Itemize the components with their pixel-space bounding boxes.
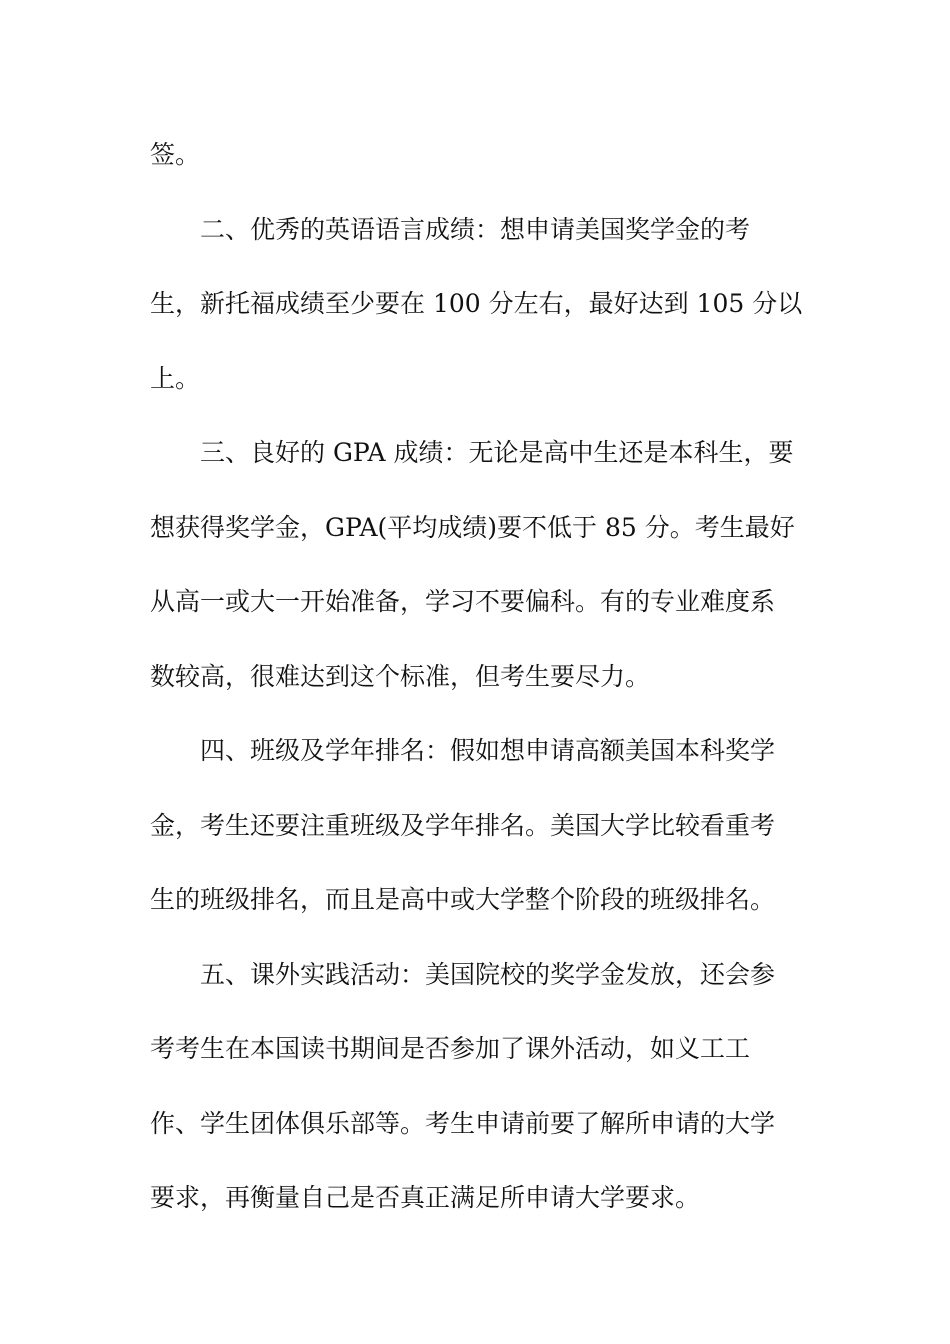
text-line: 想获得奖学金，GPA(平均成绩)要不低于 85 分。考生最好 xyxy=(150,512,795,542)
text-line: 要求，再衡量自己是否真正满足所申请大学要求。 xyxy=(150,1183,701,1212)
paragraph-4-line-1: 四、班级及学年排名：假如想申请高额美国本科奖学 xyxy=(200,736,776,765)
text-line: 从高一或大一开始准备，学习不要偏科。有的专业难度系 xyxy=(150,587,776,616)
text-line: 数较高，很难达到这个标准，但考生要尽力。 xyxy=(150,661,651,691)
text-line: 作、学生团体俱乐部等。考生申请前要了解所申请的大学 xyxy=(150,1108,776,1138)
document-body xyxy=(150,118,803,1236)
paragraph-2-line-1: 二、优秀的英语语言成绩：想申请美国奖学金的考 xyxy=(200,214,751,244)
text-line: 上。 xyxy=(150,363,201,393)
text-line: 生，新托福成绩至少要在 100 分左右，最好达到 105 分以 xyxy=(150,289,803,318)
text-line: 考考生在本国读书期间是否参加了课外活动，如义工工 xyxy=(150,1034,751,1063)
paragraph-3-line-1: 三、良好的 GPA 成绩：无论是高中生还是本科生，要 xyxy=(200,438,794,467)
paragraph-5-line-1: 五、课外实践活动：美国院校的奖学金发放，还会参 xyxy=(200,959,776,989)
text-line: 签。 xyxy=(150,140,201,169)
text-line: 金，考生还要注重班级及学年排名。美国大学比较看重考 xyxy=(150,810,776,840)
text-line: 生的班级排名，而且是高中或大学整个阶段的班级排名。 xyxy=(150,885,776,914)
